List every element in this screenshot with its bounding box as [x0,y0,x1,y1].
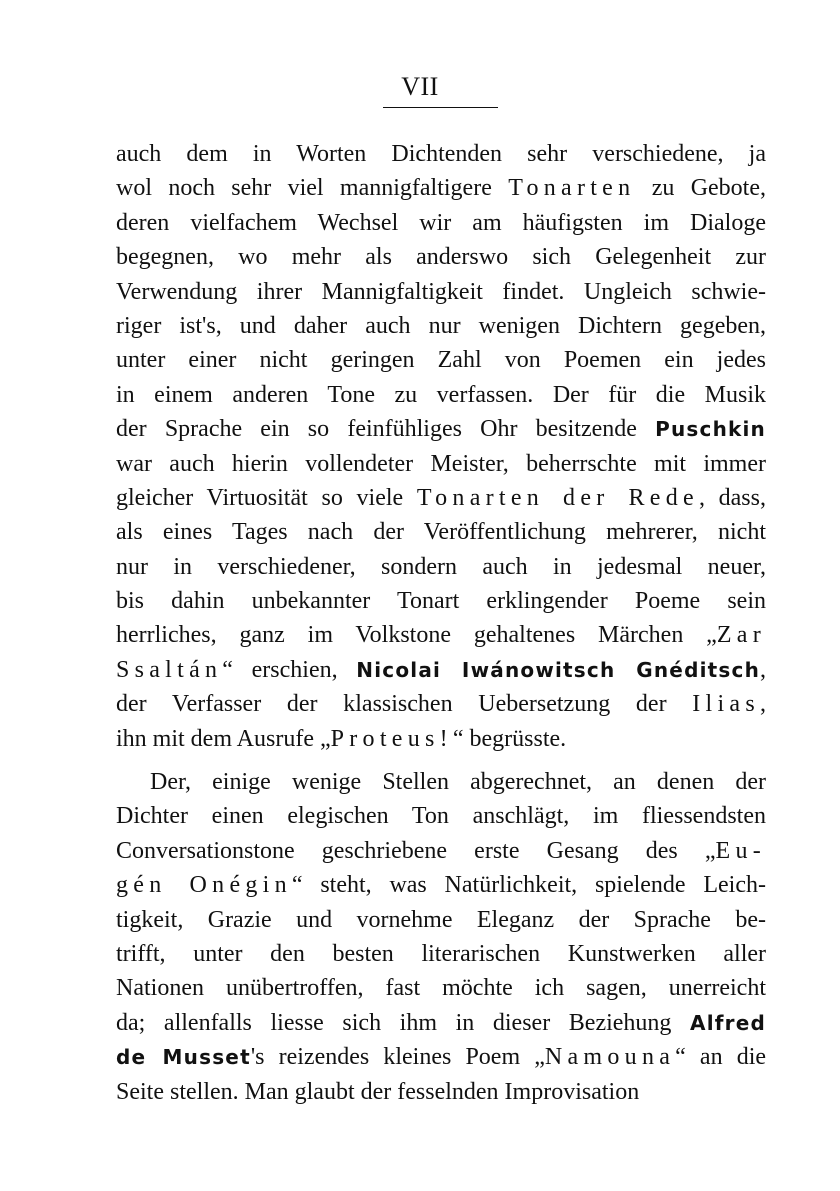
text-segment: zu Gebote, [635,175,766,202]
text-line [116,971,766,1005]
person-name: Puschkin [655,417,766,442]
text-line [116,378,766,412]
text-segment: , [760,656,767,683]
text-line [116,868,766,902]
header-rule [383,107,498,108]
text-line [116,309,766,343]
text-segment: , dass, [698,484,766,511]
text-segment: “ steht, was Natürlichkeit, spielende Leich- [291,872,766,899]
text-segment: “ an die [675,1044,767,1071]
text-line [116,653,766,687]
text-segment: auch dem in Worten Dichtenden sehr verschiedene, ja [116,141,766,167]
spaced-emphasis: Proteus! [330,725,453,752]
text-segment: Verwendung ihrer Mannigfaltigkeit findet. Ungleich schwie- [116,278,766,305]
text-segment: wol noch sehr viel mannigfaltigere [116,175,509,202]
text-line [116,550,766,584]
text-segment: gleicher Virtuosität so viele [116,484,417,511]
text-segment: Der, einige wenige Stellen abgerechnet, an denen der [150,769,766,795]
spaced-emphasis: Tonarten der Rede [416,484,699,511]
spaced-emphasis: Tonarten [508,175,636,202]
text-line [116,515,766,549]
text-line [116,240,766,274]
text-segment: “ begrüsste. [452,725,567,752]
spaced-emphasis: Zar [716,622,766,649]
text-segment: deren vielfachem Wechsel wir am häufigsten im Dialoge [116,209,766,236]
text-segment: in einem anderen Tone zu verfassen. Der für die Musik [116,381,766,408]
person-name: Alfred [690,1010,766,1035]
text-segment: 's reizendes kleines Poem „ [250,1044,545,1071]
text-line [116,206,766,240]
text-line [116,722,766,756]
paragraph-1 [116,137,766,756]
spaced-emphasis: Ilias [692,691,760,718]
text-segment: Conversationstone geschriebene erste Gesang des „ [116,837,716,864]
text-segment: war auch hierin vollendeter Meister, beherrschte mit immer [116,450,766,477]
text-segment: als eines Tages nach der Veröffentlichung mehrerer, nicht [116,519,766,546]
page-number: VII [401,72,439,101]
text-line [116,1075,766,1109]
text-segment: begegnen, wo mehr als anderswo sich Gelegenheit zur [116,244,766,271]
text-line [116,447,766,481]
spaced-emphasis: gén Onégin [116,872,292,899]
text-line [116,481,766,515]
text-segment: tigkeit, Grazie und vornehme Eleganz der Sprache be- [116,906,766,933]
person-name: de Musset [116,1045,251,1070]
spaced-emphasis: Eu- [715,837,766,864]
text-segment: unter einer nicht geringen Zahl von Poemen ein jedes [116,347,766,374]
text-line [116,834,766,868]
text-line [116,903,766,937]
text-segment: trifft, unter den besten literarischen Kunstwerken aller [116,940,766,967]
text-line [116,937,766,971]
text-line [116,343,766,377]
text-segment: ihn mit dem Ausrufe „ [116,725,331,752]
text-segment: riger ist's, und daher auch nur wenigen Dichtern gegeben, [116,312,766,339]
text-segment: da; allenfalls liesse sich ihm in dieser Beziehung [116,1009,691,1036]
text-line [116,765,766,799]
text-segment: , [760,691,766,718]
text-line [116,137,766,171]
text-line [116,687,766,721]
text-segment: der Sprache ein so feinfühliges Ohr besitzende [116,416,656,443]
text-segment: Dichter einen elegischen Ton anschlägt, im fliessendsten [116,803,766,830]
text-line [116,1040,766,1074]
person-name: Nicolai Iwánowitsch Gnéditsch [356,657,761,682]
text-segment: nur in verschiedener, sondern auch in jedesmal neuer, [116,553,766,580]
text-line [116,1006,766,1040]
text-line [116,275,766,309]
text-line [116,412,766,446]
text-segment: Seite stellen. Man glaubt der fesselnden Improvisation [116,1078,640,1105]
spaced-emphasis: Namouna [544,1044,676,1071]
spaced-emphasis: Ssaltán [116,656,223,683]
text-segment: Nationen unübertroffen, fast möchte ich sagen, unerreicht [116,975,766,1002]
text-line [116,618,766,652]
text-line [116,171,766,205]
text-segment: “ erschien, [222,656,357,683]
text-line [116,799,766,833]
text-segment: bis dahin unbekannter Tonart erklingender Poeme sein [116,588,766,615]
text-segment: herrliches, ganz im Volkstone gehaltenes Märchen „ [116,622,717,649]
text-line [116,584,766,618]
paragraph-2 [116,765,766,1109]
text-segment: der Verfasser der klassischen Uebersetzung der [116,691,693,718]
